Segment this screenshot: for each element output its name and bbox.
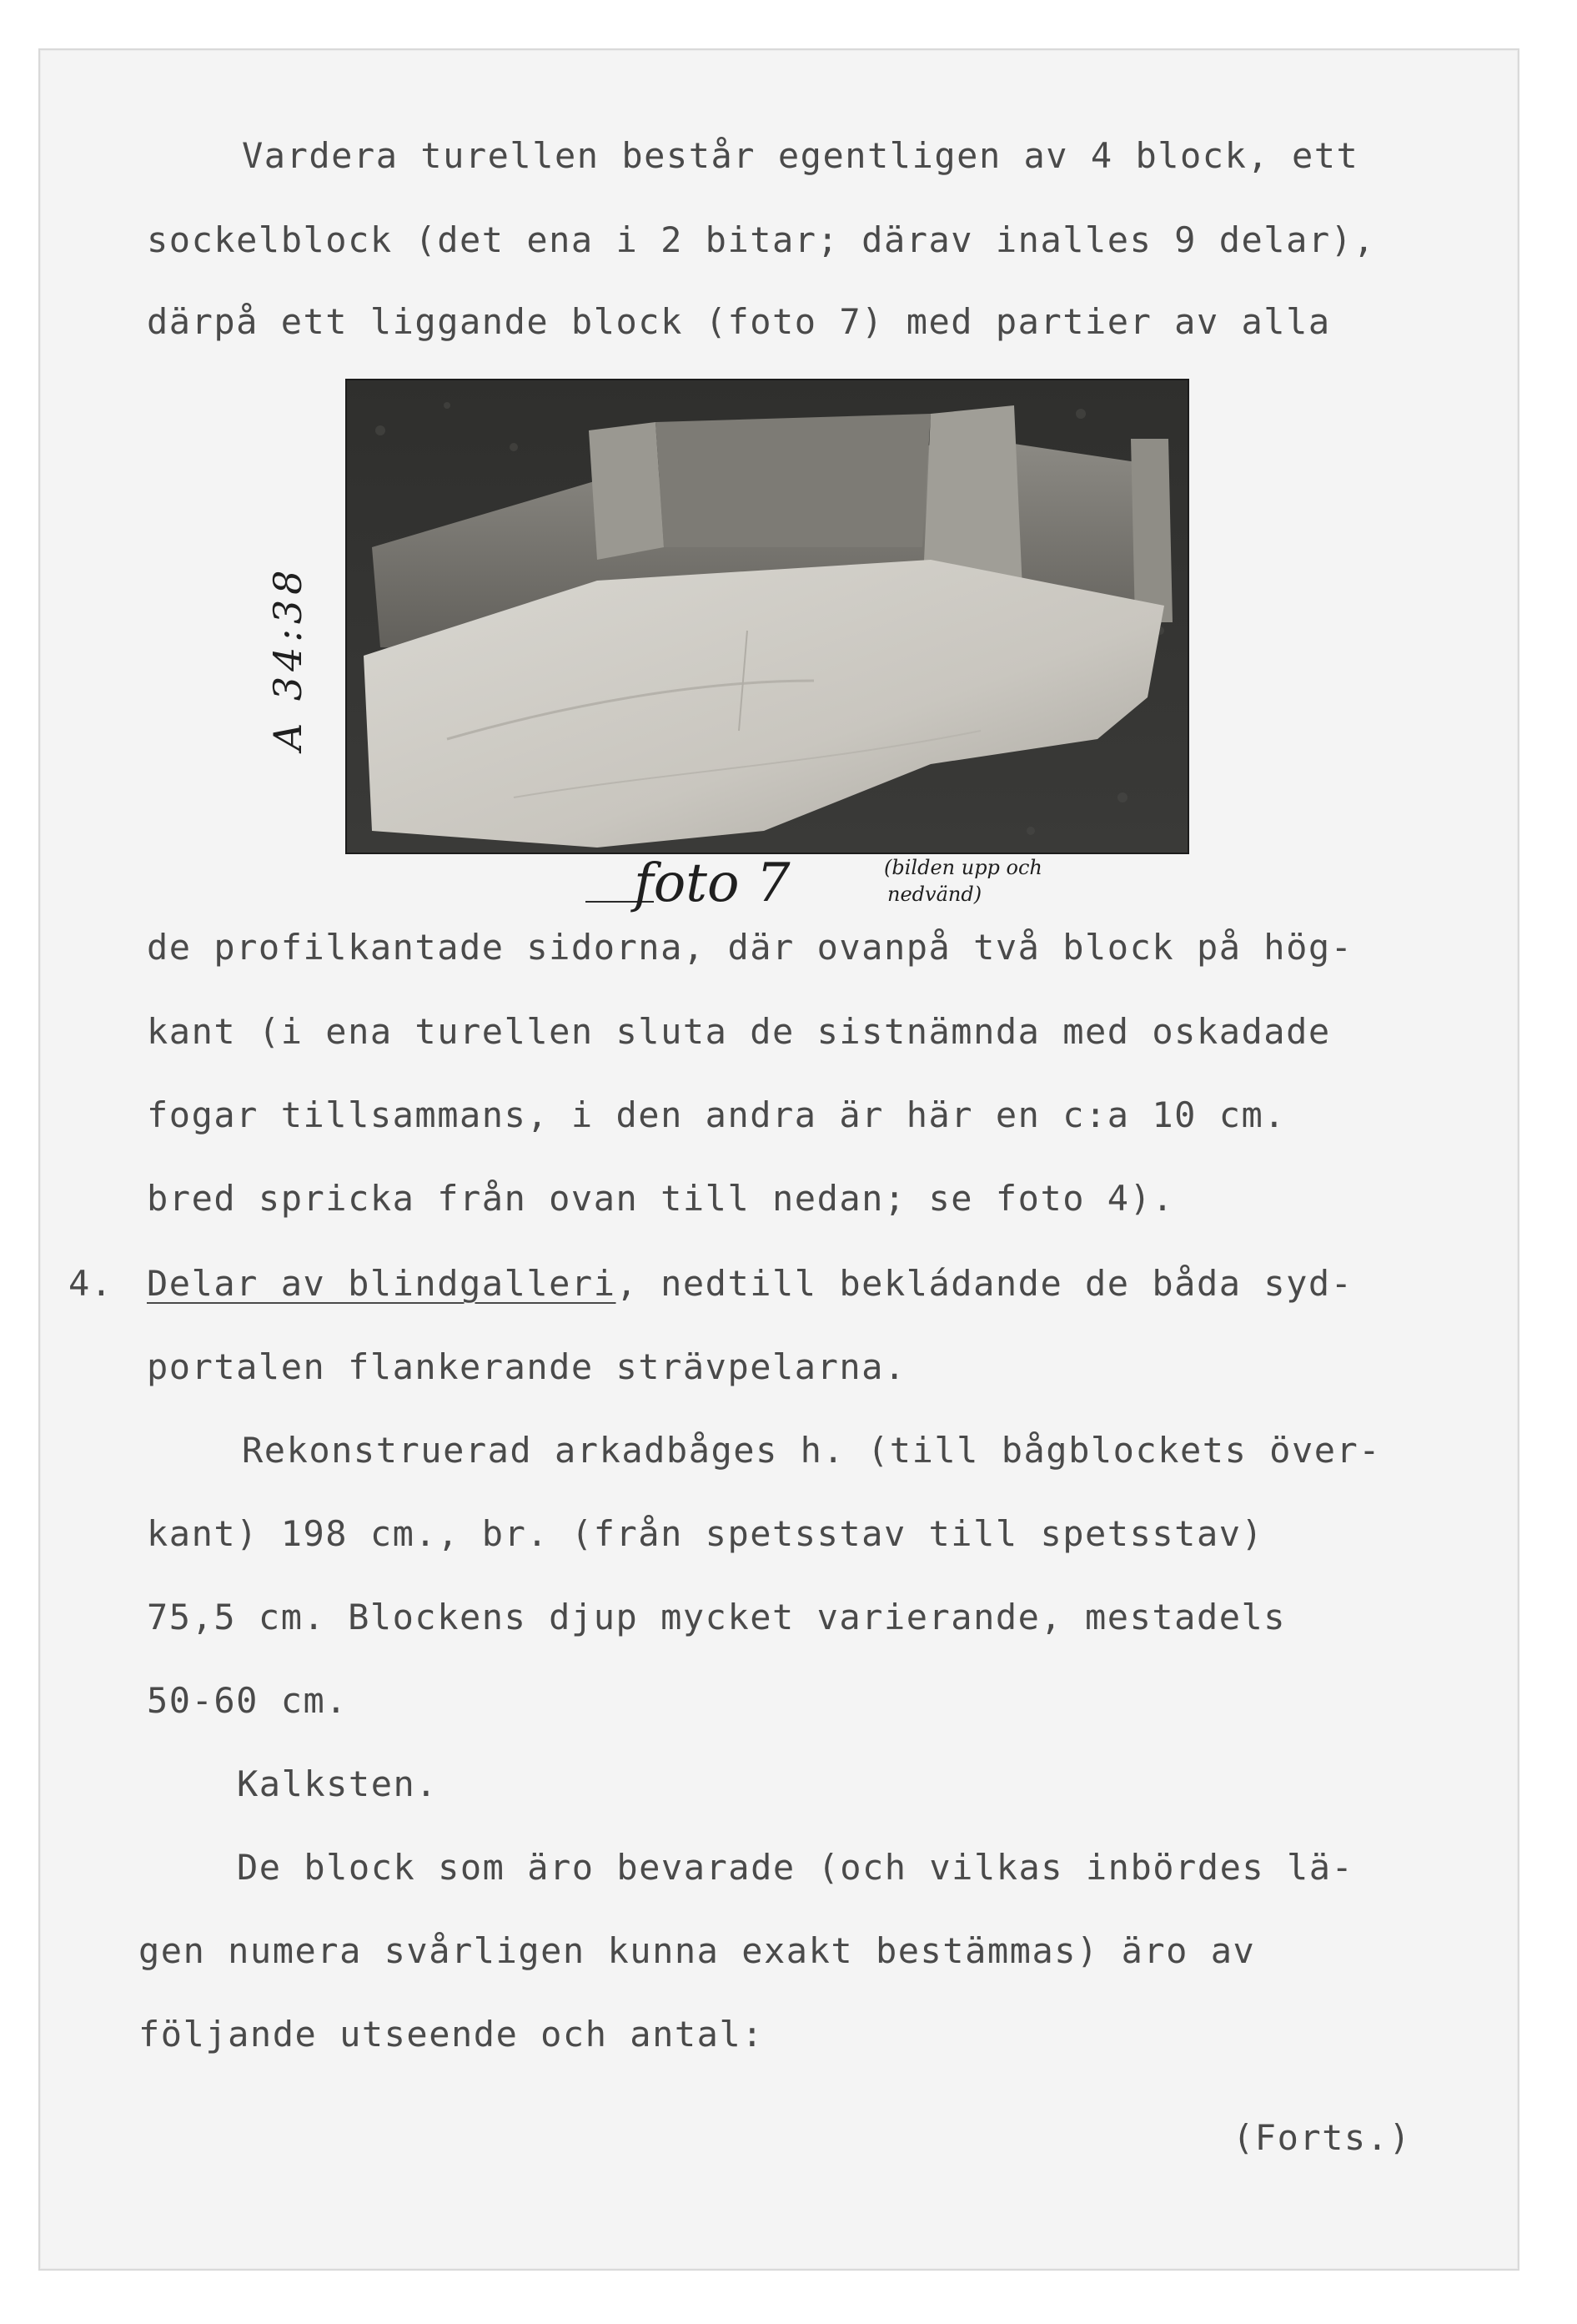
text-line: följande utseende och antal: (138, 2014, 765, 2055)
text-line: Rekonstruerad arkadbåges h. (till bågblockets över- (242, 1430, 1382, 1471)
text-line: kant (i ena turellen sluta de sistnämnda med oskadade (147, 1011, 1331, 1052)
text-line: 75,5 cm. Blockens djup mycket varierande, mestadels (147, 1597, 1287, 1637)
text-line: gen numera svårligen kunna exakt bestämmas) äro av (138, 1930, 1256, 1971)
text-line: därpå ett liggande block (foto 7) med partier av alla (147, 301, 1331, 342)
item-heading-rest: , nedtill bekládande de båda syd- (615, 1263, 1354, 1304)
text-line: bred spricka från ovan till nedan; se foto 4). (147, 1178, 1175, 1219)
item-heading: Delar av blindgalleri (147, 1263, 616, 1304)
item-number: 4. (68, 1263, 113, 1304)
item-heading-line (147, 1261, 1353, 1306)
text-line: De block som äro bevarade (och vilkas inbördes lä- (237, 1847, 1354, 1888)
photo-stone-block (345, 379, 1189, 854)
text-line: Kalksten. (237, 1763, 439, 1804)
text-line: 50-60 cm. (147, 1680, 349, 1721)
continued-note: (Forts.) (1233, 2117, 1412, 2158)
text-line: fogar tillsammans, i den andra är här en c:a 10 cm. (147, 1094, 1287, 1135)
text-line: Vardera turellen består egentligen av 4 block, ett (242, 135, 1359, 176)
text-line: portalen flankerande strävpelarna. (147, 1346, 907, 1387)
text-line: sockelblock (det ena i 2 bitar; därav inalles 9 delar), (147, 219, 1376, 260)
photo-note-handwritten: (bilden upp och (884, 856, 1042, 879)
photo-note-handwritten: nedvänd) (887, 883, 982, 906)
text-line: kant) 198 cm., br. (från spetsstav till spetsstav) (147, 1513, 1264, 1554)
negative-number-handwritten: A 34:38 (265, 565, 310, 751)
text-line: de profilkantade sidorna, där ovanpå två block på hög- (147, 927, 1354, 968)
photo-label-handwritten: foto 7 (634, 853, 791, 914)
